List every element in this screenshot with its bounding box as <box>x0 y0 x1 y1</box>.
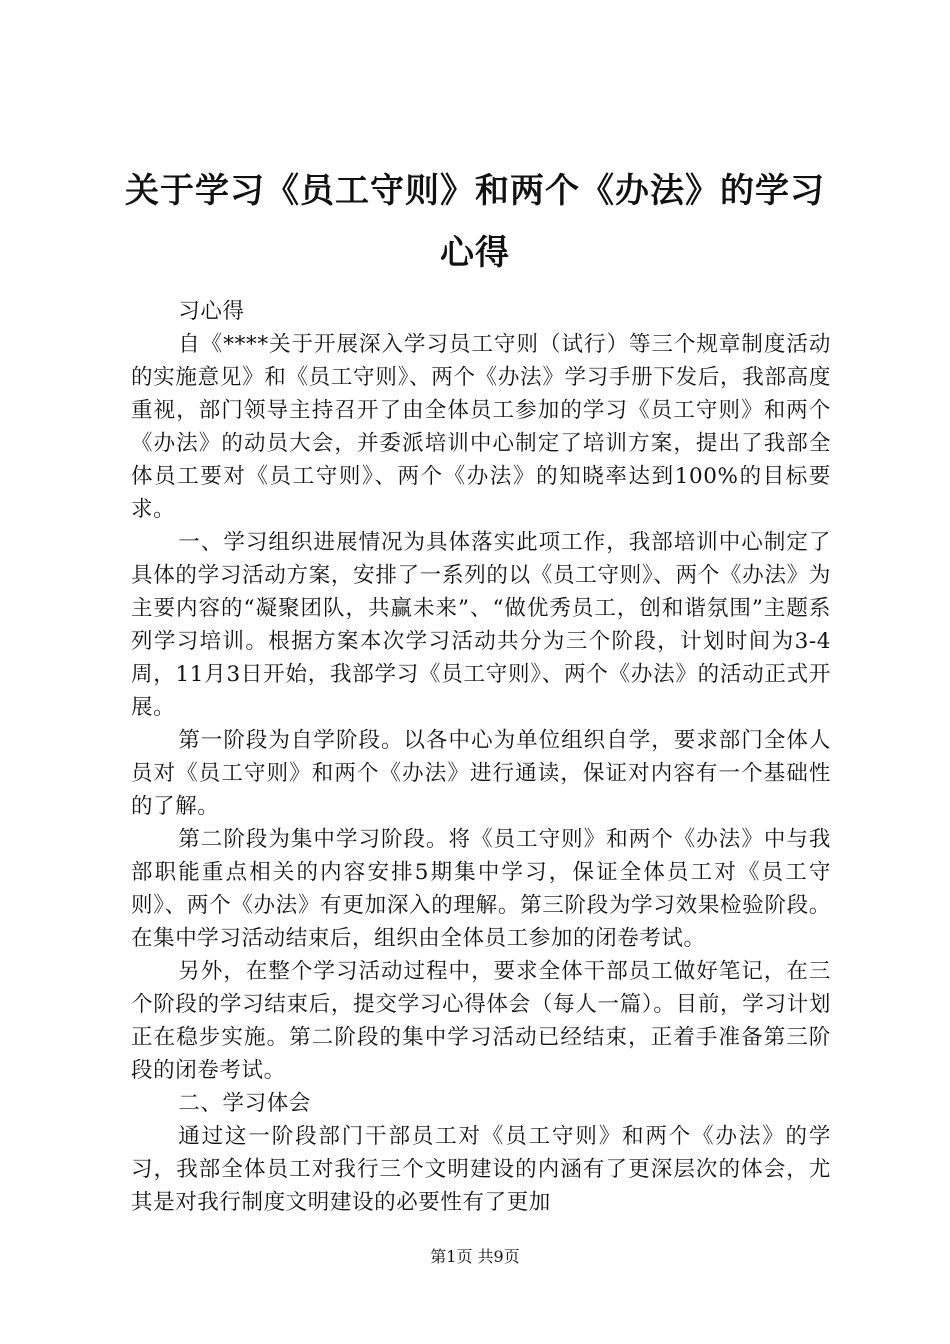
title-line-2: 心得 <box>440 233 510 273</box>
title-line-1: 关于学习《员工守则》和两个《办法》的学习 <box>125 171 825 211</box>
paragraph-section-1: 一、学习组织进展情况为具体落实此项工作，我部培训中心制定了具体的学习活动方案，安排了一系列的以《员工守则》、两个《办法》为主要内容的“凝聚团队，共赢未来”、“做优秀员工，创和谐氛围”主题系列学习培训。根据方案本次学习活动共分为三个阶段，计划时间为3-4周，11月3日开始，我部学习《员工守则》、两个《办法》的活动正式开展。 <box>131 530 831 720</box>
document-body <box>131 295 831 1219</box>
paragraph-section-2-heading: 二、学习体会 <box>178 1091 311 1116</box>
paragraph-heading: 习心得 <box>178 299 245 324</box>
paragraph-stage-1: 第一阶段为自学阶段。以各中心为单位组织自学，要求部门全体人员对《员工守则》和两个《办法》进行通读，保证对内容有一个基础性的了解。 <box>131 728 831 819</box>
document-title <box>120 160 830 284</box>
paragraph-intro: 自《****关于开展深入学习员工守则（试行）等三个规章制度活动的实施意见》和《员工守则》、两个《办法》学习手册下发后，我部高度重视，部门领导主持召开了由全体员工参加的学习《员工守则》和两个《办法》的动员大会，并委派培训中心制定了培训方案，提出了我部全体员工要对《员工守则》、两个《办法》的知晓率达到100%的目标要求。 <box>131 332 831 522</box>
paragraph-stage-2: 第二阶段为集中学习阶段。将《员工守则》和两个《办法》中与我部职能重点相关的内容安排5期集中学习，保证全体员工对《员工守则》、两个《办法》有更加深入的理解。第三阶段为学习效果检验阶段。在集中学习活动结束后，组织由全体员工参加的闭卷考试。 <box>131 827 831 951</box>
paragraph-additional: 另外，在整个学习活动过程中，要求全体干部员工做好笔记，在三个阶段的学习结束后，提交学习心得体会（每人一篇）。目前，学习计划正在稳步实施。第二阶段的集中学习活动已经结束，正着手准备第三阶段的闭卷考试。 <box>131 959 831 1083</box>
page-footer: 第1页 共9页 <box>430 1247 520 1266</box>
paragraph-section-2: 通过这一阶段部门干部员工对《员工守则》和两个《办法》的学习，我部全体员工对我行三个文明建设的内涵有了更深层次的体会，尤其是对我行制度文明建设的必要性有了更加 <box>131 1124 831 1215</box>
